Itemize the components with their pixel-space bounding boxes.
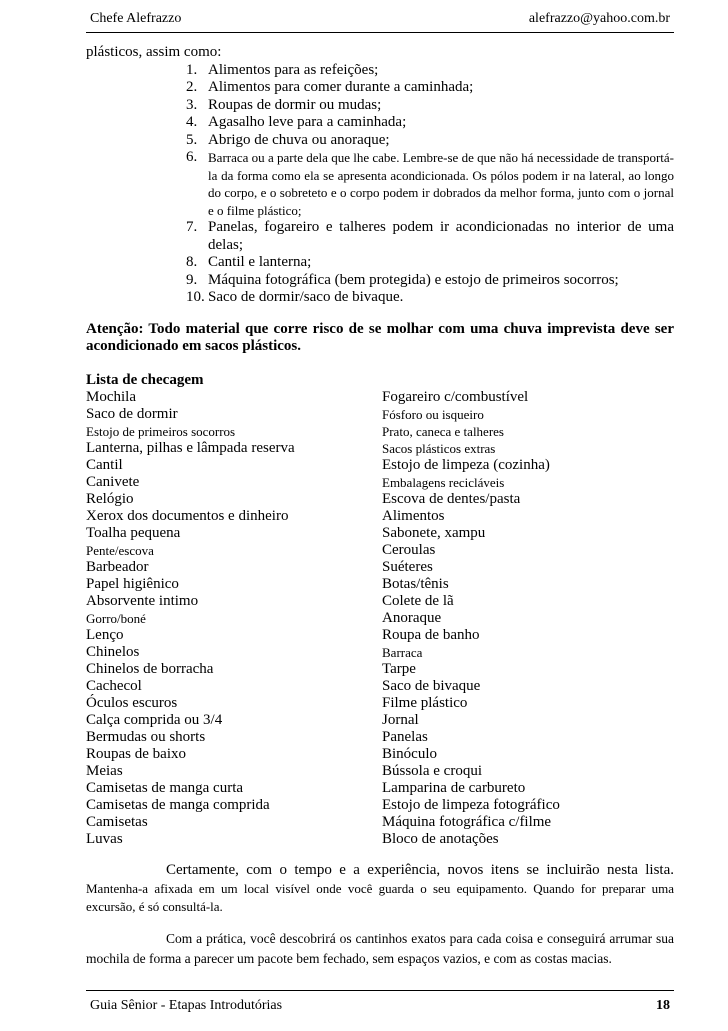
paragraph-one — [86, 862, 674, 917]
page-footer — [86, 990, 674, 1015]
checklist-item: Chinelos — [86, 644, 140, 660]
list-item: 7. Panelas, fogareiro e talheres podem ir acondicionadas no interior de uma delas; — [186, 219, 674, 253]
checklist-item: Absorvente intimo — [86, 593, 199, 609]
checklist-item: Chinelos de borracha — [86, 661, 214, 677]
checklist-item: Lanterna, pilhas e lâmpada reserva — [86, 440, 295, 456]
checklist-item: Filme plástico — [382, 695, 468, 711]
checklist-item: Sabonete, xampu — [382, 525, 486, 541]
checklist-item: Saco de dormir — [86, 406, 178, 422]
list-item: 4. Agasalho leve para a caminhada; — [186, 114, 407, 130]
list-item: 8. Cantil e lanterna; — [186, 254, 312, 270]
checklist-item: Jornal — [382, 712, 419, 728]
checklist-item: Tarpe — [382, 661, 416, 677]
checklist-item: Camisetas de manga curta — [86, 780, 244, 796]
paragraph-two — [86, 929, 674, 969]
list-item: 2. Alimentos para comer durante a caminhada; — [186, 79, 474, 95]
checklist-item: Camisetas — [86, 814, 148, 830]
checklist-item: Toalha pequena — [86, 525, 181, 541]
intro-text: plásticos, assim como: — [86, 44, 222, 60]
paragraph-two-text: Com a prática, você descobrirá os cantinhos exatos para cada coisa e conseguirá arrumar sua mochila de forma a parecer um pacote bem fechado, sem espaços vazios, e com as costas macias. — [86, 930, 674, 966]
checklist-item: Binóculo — [382, 746, 437, 762]
page-content — [86, 44, 674, 969]
checklist-item: Luvas — [86, 831, 123, 847]
checklist-item: Calça comprida ou 3/4 — [86, 712, 223, 728]
checklist-item: Escova de dentes/pasta — [382, 491, 521, 507]
list-item: 1. Alimentos para as refeições; — [186, 61, 379, 78]
checklist-item: Saco de bivaque — [382, 678, 481, 694]
checklist-item: Colete de lã — [382, 593, 454, 609]
page-number: 18 — [656, 998, 670, 1013]
checklist-item: Lamparina de carbureto — [382, 780, 526, 796]
checklist-item: Ceroulas — [382, 542, 436, 558]
checklist-item: Barbeador — [86, 559, 149, 575]
paragraph-one-first-line: Certamente, com o tempo e a experiência, novos itens se incluirão nesta lista. — [166, 862, 674, 878]
checklist-item: Bermudas ou shorts — [86, 729, 206, 745]
checklist-item: Relógio — [86, 491, 134, 507]
checklist-item: Xerox dos documentos e dinheiro — [86, 508, 289, 524]
checklist-item: Fósforo ou isqueiro — [382, 407, 484, 422]
checklist-item: Roupa de banho — [382, 627, 480, 643]
checklist — [86, 389, 674, 848]
checklist-item: Máquina fotográfica c/filme — [382, 814, 552, 830]
checklist-title: Lista de checagem — [86, 371, 204, 388]
checklist-item: Lenço — [86, 627, 124, 643]
page-header — [86, 6, 674, 33]
checklist-item: Barraca — [382, 645, 423, 660]
checklist-item: Mochila — [86, 389, 136, 405]
checklist-item: Cantil — [86, 457, 123, 473]
attention-note: Atenção: Todo material que corre risco de se molhar com uma chuva imprevista deve ser acondicionado em sacos plásticos. — [86, 320, 674, 354]
checklist-item: Óculos escuros — [86, 695, 178, 711]
list-item: 3. Roupas de dormir ou mudas; — [186, 96, 382, 113]
header-email: alefrazzo@yahoo.com.br — [528, 11, 670, 26]
checklist-item: Embalagens recicláveis — [382, 475, 505, 490]
checklist-item: Canivete — [86, 474, 140, 490]
checklist-item: Prato, caneca e talheres — [382, 424, 504, 439]
checklist-item: Panelas — [382, 729, 428, 745]
checklist-left-column — [86, 389, 382, 848]
checklist-item: Camisetas de manga comprida — [86, 797, 270, 813]
list-item: 5. Abrigo de chuva ou anoraque; — [186, 131, 390, 148]
header-author: Chefe Alefrazzo — [90, 11, 182, 26]
paragraph-one-rest: Mantenha-a afixada em um local visível onde você guarda o seu equipamento. Quando for preparar uma excursão, é só consultá-la. — [86, 880, 674, 914]
checklist-item: Anoraque — [382, 610, 442, 626]
checklist-item: Fogareiro c/combustível — [382, 389, 529, 405]
packing-list — [186, 62, 674, 307]
checklist-item: Estojo de limpeza fotográfico — [382, 797, 560, 813]
footer-title: Guia Sênior - Etapas Introdutórias — [90, 998, 283, 1013]
checklist-item: Suéteres — [382, 559, 433, 575]
checklist-item: Papel higiênico — [86, 576, 179, 592]
checklist-item: Bússola e croqui — [382, 763, 482, 779]
list-item: 6. Barraca ou a parte dela que lhe cabe. Lembre-se de que não há necessidade de transportá-la da forma como ela se apresenta acondicionada. Os pólos podem ir na lateral, ao longo do corpo, e o sobreteto e o corpo podem ir dobrados da melhor forma, junto com o jornal e o filme plástico; — [186, 149, 674, 218]
checklist-right-column — [382, 389, 674, 848]
checklist-item: Bloco de anotações — [382, 831, 499, 847]
checklist-item: Alimentos — [382, 508, 445, 524]
checklist-item: Sacos plásticos extras — [382, 441, 496, 456]
checklist-item: Gorro/boné — [86, 611, 146, 626]
checklist-item: Estojo de primeiros socorros — [86, 424, 236, 439]
checklist-item: Meias — [86, 763, 123, 779]
checklist-item: Pente/escova — [86, 543, 154, 558]
checklist-item: Botas/tênis — [382, 576, 449, 592]
checklist-item: Roupas de baixo — [86, 746, 186, 762]
list-item: 10. Saco de dormir/saco de bivaque. — [186, 289, 404, 305]
checklist-item: Cachecol — [86, 678, 142, 694]
list-item: 9. Máquina fotográfica (bem protegida) e estojo de primeiros socorros; — [186, 271, 619, 288]
checklist-item: Estojo de limpeza (cozinha) — [382, 457, 550, 473]
